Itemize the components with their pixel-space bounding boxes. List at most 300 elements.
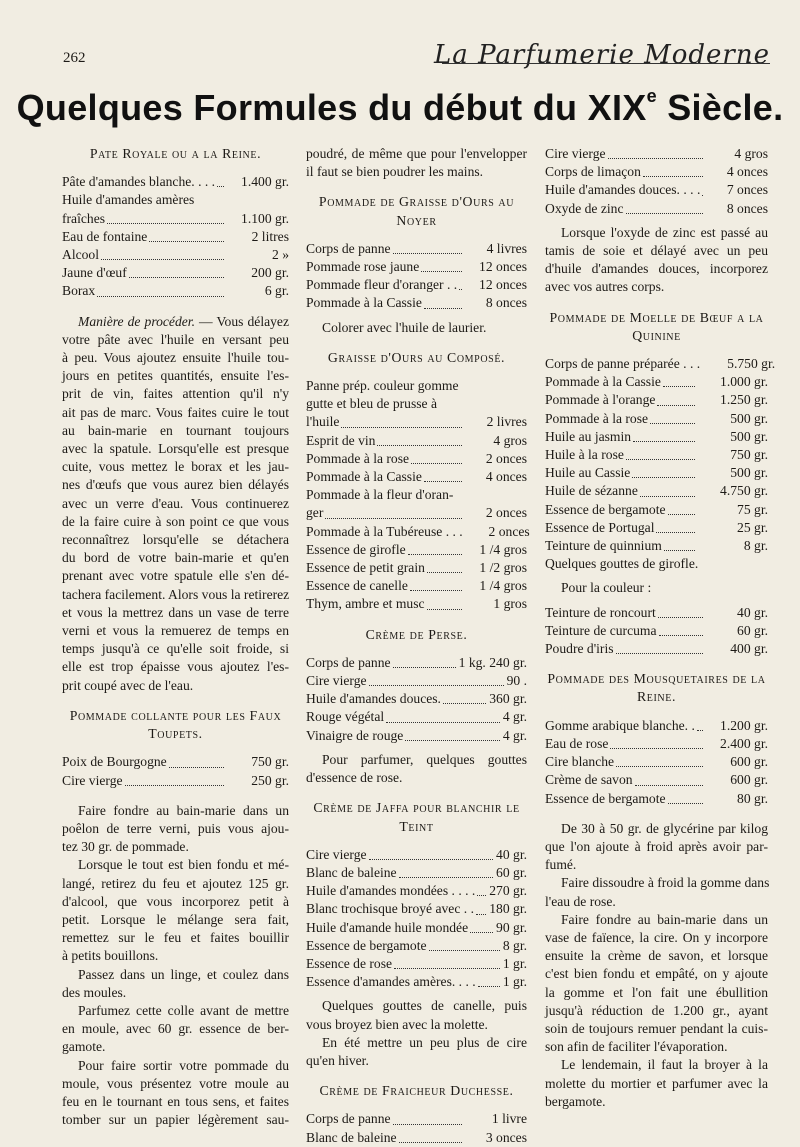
- ingredient-lead: [306, 377, 527, 413]
- ingredient-name: Huile d'amandes amères: [62, 192, 195, 208]
- ingredient-quantity: 4 gr.: [502, 709, 527, 725]
- ingredient-row: [306, 973, 527, 991]
- ingredient-name: Alcool: [62, 247, 99, 263]
- ingredient-name: Vinaigre de rouge: [306, 727, 404, 743]
- ingredient-name: Huile d'amandes mondées . . . .: [306, 883, 476, 899]
- ingredient-row: [306, 1129, 527, 1147]
- ingredient-row: [545, 181, 768, 199]
- dot-leader: [217, 185, 224, 187]
- ingredient-name: Essence de bergamote: [306, 937, 427, 953]
- ingredient-row: [306, 450, 527, 468]
- ingredient-name: Teinture de curcuma: [545, 622, 657, 638]
- ingredient-row: [306, 595, 527, 613]
- ingredient-row: [306, 559, 527, 577]
- text-line: fumé.: [545, 857, 577, 873]
- ingredient-name: Pommade rose jaune: [306, 259, 420, 275]
- text-line: soin de toujours remuer pendant la cuis-: [545, 1020, 768, 1036]
- dot-leader: [459, 288, 462, 290]
- section-title: Crème de Jaffa pour blanchir le Teint: [313, 800, 520, 834]
- text-line: prit coupé avec de l'eau.: [62, 677, 194, 693]
- ingredient-quantity: 750 gr.: [730, 447, 768, 463]
- ingredient-list: [306, 240, 527, 313]
- text-line: Pour parfumer, quelques gouttes: [322, 751, 527, 767]
- ingredient-name: Eau de fontaine: [62, 228, 148, 244]
- ingredient-row: [62, 753, 289, 771]
- ingredient-row: [545, 604, 768, 622]
- ingredient-quantity: 25 gr.: [737, 519, 768, 535]
- text-line: avec vos autres corps.: [545, 279, 665, 295]
- text-line: moule, vous présentez votre moule au: [62, 1075, 289, 1091]
- text-line: molette du mortier et parfumer avec la: [545, 1075, 768, 1091]
- dot-leader: [443, 702, 486, 704]
- dot-leader: [410, 589, 462, 591]
- ingredient-quantity: 270 gr.: [489, 883, 527, 899]
- ingredient-row: [62, 282, 289, 300]
- dot-leader: [616, 652, 703, 654]
- text-line: [62, 313, 289, 331]
- ingredient-row: [62, 191, 289, 209]
- text-line: langé, retirez du feu et ajoutez 125 gr.: [62, 875, 289, 891]
- dot-leader: [610, 747, 703, 749]
- ingredient-row: [62, 772, 289, 790]
- ingredient-quantity: 8 onces: [485, 295, 527, 311]
- text-line: prit de vin, faites attention qu'il n'y: [62, 386, 289, 402]
- ingredient-quantity: 40 gr.: [737, 604, 768, 620]
- ingredient-quantity: 2 onces: [488, 523, 530, 539]
- ingredient-name: Thym, ambre et musc: [306, 596, 425, 612]
- ingredient-quantity: 1.100 gr.: [241, 210, 289, 226]
- ingredient-row: [306, 276, 527, 294]
- text-line: cuite, vous mettez le borax et les jau-: [62, 459, 289, 475]
- text-line: vase de faïence, la cire. On y incorpore: [545, 929, 768, 945]
- ingredient-quantity: 180 gr.: [489, 901, 527, 917]
- ingredient-quantity: 12 onces: [479, 259, 527, 275]
- dot-leader: [478, 985, 500, 987]
- text-line: jours en petites quantités, ensuite l'es-: [62, 368, 289, 384]
- ingredient-quantity: 400 gr.: [730, 641, 768, 657]
- text-line: d'alcool, que vous incorporez petit à: [62, 893, 289, 909]
- ingredient-quantity: 500 gr.: [730, 410, 768, 426]
- ingredient-row: [306, 468, 527, 486]
- dot-leader: [633, 440, 695, 442]
- ingredient-name: Huile d'amande huile mondée: [306, 919, 469, 935]
- text-line: de la faire cuire à son point ce que vous: [62, 513, 289, 529]
- dot-leader: [663, 385, 695, 387]
- dot-leader: [626, 212, 703, 214]
- note-text: [306, 751, 527, 787]
- dot-leader: [664, 549, 695, 551]
- section-title: Pommade collante pour les Faux: [69, 707, 282, 723]
- ingredient-quantity: 4 onces: [485, 469, 527, 485]
- ingredient-row: [545, 482, 768, 500]
- ingredient-name: Pommade à la Cassie: [545, 374, 661, 390]
- ingredient-name: Teinture de roncourt: [545, 604, 656, 620]
- procedure-lead: Manière de procéder.: [78, 313, 195, 329]
- title-main: Quelques Formules du début du XIX: [16, 87, 647, 128]
- text-line: Faire dissoudre à froid la gomme dans: [561, 875, 770, 891]
- ingredient-row: [545, 753, 768, 771]
- ingredient-quantity: 2 onces: [485, 450, 527, 466]
- column-1: [62, 145, 289, 1129]
- ingredient-name: Gomme arabique blanche. .: [545, 717, 695, 733]
- section-title: Pate Royale ou a la Reine.: [89, 146, 262, 161]
- text-line: au bain-marie en tournant toujours: [62, 422, 289, 438]
- ingredient-row: [306, 937, 527, 955]
- ingredient-quantity: 1.250 gr.: [720, 392, 768, 408]
- text-line: d'essence de rose.: [306, 770, 403, 786]
- text-line: verni et vous la remuerez de temps en: [62, 623, 289, 639]
- ingredient-list: [545, 604, 768, 659]
- ingredient-name: Pommade fleur d'oranger . .: [306, 277, 458, 293]
- text-line: gamote.: [62, 1039, 106, 1055]
- dot-leader: [632, 476, 695, 478]
- text-line: Panne prép. couleur gomme: [306, 378, 459, 394]
- text-line: du bord de votre bain-marie et qu'en: [62, 550, 289, 566]
- dot-leader: [369, 858, 494, 860]
- text-line: et vous la mettrez dans un vase de terre: [62, 604, 289, 620]
- text-line: c'est bien fondu et empâté, on y ajoute: [545, 966, 768, 982]
- ingredient-quantity: 2.400 gr.: [720, 735, 768, 751]
- dot-leader: [341, 426, 462, 428]
- ingredient-quantity: 1.400 gr.: [241, 174, 289, 190]
- ingredient-row: [545, 200, 768, 218]
- ingredient-quantity: 80 gr.: [737, 790, 768, 806]
- ingredient-row: [306, 846, 527, 864]
- ingredient-row: [62, 210, 289, 228]
- dot-leader: [427, 608, 462, 610]
- ingredient-row: [545, 771, 768, 789]
- ingredient-name: Cire vierge: [545, 146, 606, 161]
- ingredient-name: Corps de panne: [306, 240, 391, 256]
- text-line: en moule, avec 60 gr. essence de ber-: [62, 1021, 289, 1037]
- ingredient-name: Pommade à la fleur d'oran-: [306, 487, 454, 503]
- ingredient-name: Poix de Bourgogne: [62, 754, 167, 770]
- instructions-paragraph: [62, 802, 289, 1130]
- text-line: poudré, de même que pour l'envelopper: [306, 146, 527, 161]
- ingredient-name: fraîches: [62, 210, 106, 226]
- dot-leader: [169, 766, 224, 768]
- ingredient-row: [545, 622, 768, 640]
- ingredient-row: [306, 708, 527, 726]
- text-line: que l'on ajoute à froid après avoir par-: [545, 838, 768, 854]
- ingredient-name: Huile de sézanne: [545, 483, 638, 499]
- dot-leader: [107, 222, 224, 224]
- dot-leader: [393, 666, 456, 668]
- ingredient-quantity: 2 onces: [485, 505, 527, 521]
- text-line: Lorsque le tout est bien fondu et mé-: [78, 857, 289, 873]
- text-line: avec la spatule. Lorsqu'elle est presque: [62, 441, 289, 457]
- ingredient-name: Huile à la rose: [545, 447, 624, 463]
- ingredient-name: Essence de Portugal: [545, 519, 655, 535]
- ingredient-row: [545, 464, 768, 482]
- ingredient-row: [306, 486, 527, 504]
- text-line: tez 30 gr. de pommade.: [62, 839, 189, 855]
- ingredient-row: [545, 145, 768, 163]
- ingredient-quantity: 8 gr.: [502, 937, 527, 953]
- text-line: bergamote.: [545, 1093, 606, 1109]
- dot-leader: [393, 1123, 462, 1125]
- dot-leader: [656, 531, 695, 533]
- text-line: vous broyez bien avec la molette.: [306, 1016, 488, 1032]
- ingredient-quantity: 500 gr.: [730, 465, 768, 481]
- ingredient-row: [306, 955, 527, 973]
- ingredient-name: Corps de panne: [306, 1111, 391, 1127]
- dot-leader: [668, 802, 703, 804]
- text-line: temps jusqu'à ce qu'elle soit froide, si: [62, 641, 289, 657]
- text-line: la gomme et l'on fait une ébullition: [545, 984, 768, 1000]
- ingredient-quantity: 250 gr.: [251, 772, 289, 788]
- section-title-cont: Quinine: [632, 327, 681, 343]
- ingredient-row: [306, 240, 527, 258]
- ingredient-quantity: 500 gr.: [730, 428, 768, 444]
- dot-leader: [702, 194, 703, 196]
- text-line: prenant avec votre spatule elle s'en dé-: [62, 568, 289, 584]
- dot-leader: [325, 517, 462, 519]
- dot-leader: [394, 967, 500, 969]
- dot-leader: [697, 729, 703, 731]
- ingredient-name: Poudre d'iris: [545, 641, 614, 657]
- ingredient-row: [306, 432, 527, 450]
- ingredient-quantity: 1 /2 gros: [479, 560, 527, 576]
- ingredient-name: Essence de canelle: [306, 578, 408, 594]
- ingredient-row: [306, 541, 527, 559]
- ingredient-quantity: 1.000 gr.: [720, 374, 768, 390]
- ingredient-name: Pâte d'amandes blanche. . . .: [62, 174, 216, 190]
- ingredient-quantity: 12 onces: [479, 277, 527, 293]
- section-title: Pommade des Mousquetaires de la: [547, 671, 766, 687]
- ingredient-list: [306, 413, 530, 613]
- ingredient-name: l'huile: [306, 414, 340, 430]
- ingredient-row: [306, 258, 527, 276]
- ingredient-name: Eau de rose: [545, 735, 609, 751]
- section-title: Pommade de Moelle de Bœuf a la: [549, 309, 764, 325]
- ingredient-name: Cire vierge: [306, 673, 367, 689]
- text-line: Pour faire sortir votre pommade du: [78, 1057, 289, 1073]
- dot-leader: [386, 721, 500, 723]
- dot-leader: [408, 553, 462, 555]
- ingredient-name: Essence de rose: [306, 955, 393, 971]
- dot-leader: [424, 480, 462, 482]
- ingredient-row: [306, 523, 530, 541]
- running-head: La Parfumerie Moderne: [434, 40, 770, 70]
- ingredient-row: [545, 410, 768, 428]
- ingredient-name: Pommade à la rose: [306, 450, 410, 466]
- ingredient-quantity: 4.750 gr.: [720, 483, 768, 499]
- column-2: [306, 145, 530, 1147]
- ingredient-name: Essence de petit grain: [306, 560, 425, 576]
- ingredient-row: [306, 294, 527, 312]
- ingredient-row: [306, 1110, 527, 1128]
- ingredient-name: Essence d'amandes amères. . . .: [306, 974, 476, 990]
- text-line: tomber sur un papier légèrement sau-: [62, 1112, 289, 1128]
- text-line: tamis de soie et délayé avec un peu: [545, 243, 768, 259]
- ingredient-name: Blanc de baleine: [306, 1129, 397, 1145]
- ingredient-quantity: 750 gr.: [251, 754, 289, 770]
- ingredient-row: [306, 672, 527, 690]
- ingredient-row: [306, 577, 527, 595]
- ingredient-quantity: 1 gr.: [502, 974, 527, 990]
- text-line: avec un verre d'eau. Vous continuerez: [62, 495, 289, 511]
- section-title: Crème de Perse.: [365, 626, 468, 642]
- ingredient-name: Teinture de quinnium: [545, 538, 662, 554]
- text-line: En été mettre un peu plus de cire: [322, 1034, 527, 1050]
- ingredient-row: [62, 228, 289, 246]
- text-line: remettez sur le feu et faites bouillir: [62, 930, 289, 946]
- ingredient-row: [545, 790, 768, 808]
- text-line: ait pas de marc. Vous faites cuire le tout: [62, 404, 289, 420]
- text-line: son afin de faciliter l'évaporation.: [545, 1039, 728, 1055]
- text-line: jusqu'à réduction de 1.200 gr., ayant: [545, 1002, 768, 1018]
- dot-leader: [470, 931, 493, 933]
- ingredient-row: [306, 504, 527, 522]
- section-title-cont: Toupets.: [148, 726, 203, 742]
- ingredient-list: [62, 173, 289, 300]
- ingredient-quantity: 7 onces: [726, 182, 768, 198]
- text-line: poêlon de terre verni, puis vous ajou-: [62, 820, 289, 836]
- text-line: d'huile d'amandes douces, incorporez: [545, 261, 768, 277]
- ingredient-name: Pommade à l'orange: [545, 392, 656, 408]
- continued-text: [306, 145, 527, 181]
- ingredient-name: Essence de bergamote: [545, 790, 666, 806]
- dot-leader: [421, 270, 462, 272]
- ingredient-name: Crème de savon: [545, 772, 633, 788]
- dot-leader: [477, 894, 486, 896]
- text-line: Faire fondre au bain-marie dans un: [561, 911, 768, 927]
- ingredient-quantity: 1 livre: [491, 1111, 527, 1127]
- ingredient-name: Oxyde de zinc: [545, 200, 624, 216]
- section-title-cont: Reine.: [636, 689, 677, 705]
- text-line: Quelques gouttes de canelle, puis: [322, 998, 527, 1014]
- ingredient-quantity: 2 livres: [486, 414, 527, 430]
- ingredient-name: Blanc de baleine: [306, 864, 397, 880]
- ingredient-row: [545, 717, 768, 735]
- dot-leader: [149, 240, 224, 242]
- ingredient-list: [306, 1110, 527, 1146]
- dot-leader: [399, 1141, 462, 1143]
- ingredient-name: Corps de panne: [306, 654, 391, 670]
- dot-leader: [129, 276, 224, 278]
- section-title: Crème de Fraicheur Duchesse.: [319, 1083, 514, 1099]
- ingredient-quantity: 600 gr.: [730, 772, 768, 788]
- ingredient-quantity: 1 gr.: [502, 955, 527, 971]
- text-line: feu en le tournant en tous sens, et faites: [62, 1093, 289, 1109]
- ingredient-row: [306, 413, 527, 431]
- ingredient-name: Blanc trochisque broyé avec . .: [306, 901, 474, 917]
- ingredient-quantity: 3 onces: [485, 1129, 527, 1145]
- text-line: Passez dans un linge, et coulez dans: [78, 966, 289, 982]
- dot-leader: [657, 404, 695, 406]
- ingredient-row: [306, 882, 527, 900]
- ingredient-row: [306, 919, 527, 937]
- dot-leader: [405, 739, 500, 741]
- dot-leader: [97, 295, 224, 297]
- ingredient-quantity: 4 livres: [486, 240, 527, 256]
- ingredient-quantity: 5.750 gr.: [727, 356, 776, 372]
- section-title: Pommade de Graisse d'Ours au Noyer: [318, 194, 515, 228]
- dot-leader: [101, 258, 224, 260]
- dot-leader: [369, 684, 504, 686]
- text-line: petit. Lorsque le mélange sera fait,: [62, 911, 289, 927]
- dot-leader: [399, 876, 493, 878]
- text-line: Le lendemain, il faut la broyer à la: [561, 1057, 768, 1073]
- ingredient-row: [306, 727, 527, 745]
- ingredient-quantity: 8 onces: [726, 200, 768, 216]
- ingredient-quantity: 1 /4 gros: [479, 541, 527, 557]
- text-line: il faut se bien poudrer les mains.: [306, 164, 484, 180]
- dot-leader: [608, 157, 703, 159]
- ingredient-quantity: 90 gr.: [496, 919, 527, 935]
- ingredient-name: Borax: [62, 283, 96, 299]
- ingredient-name: ger: [306, 505, 324, 521]
- text-line: nes d'œufs que vous aurez bien délayés: [62, 477, 289, 493]
- ingredient-list: [62, 753, 289, 789]
- dot-leader: [427, 571, 462, 573]
- ingredient-quantity: 90 .: [506, 673, 527, 689]
- text-line: tachera facilement. Alors vous la retirerez: [62, 586, 290, 602]
- text-line: reconnaîtrez lorsqu'elle se détachera: [62, 532, 289, 548]
- note-text: [306, 997, 527, 1070]
- ingredient-row: [62, 246, 289, 264]
- text-line: l'eau de rose.: [545, 893, 616, 909]
- dot-leader: [640, 495, 695, 497]
- title-end: Siècle.: [656, 87, 784, 128]
- ingredient-list: [545, 145, 768, 218]
- text-line: votre pâte avec l'huile en versant peu: [62, 331, 289, 347]
- dot-leader: [411, 462, 462, 464]
- ingredient-quantity: 8 gr.: [743, 538, 768, 554]
- ingredient-name: Cire vierge: [62, 772, 123, 788]
- text-line: elle est trop épaisse vous ajoutez l'es-: [62, 659, 289, 675]
- ingredient-row: [306, 690, 527, 708]
- ingredient-name: Huile au Cassie: [545, 465, 631, 481]
- text-line: Parfumez cette colle avant de mettre: [78, 1002, 289, 1018]
- ingredient-row: [545, 640, 768, 658]
- ingredient-name: Essence de bergamote: [545, 501, 666, 517]
- ingredient-quantity: 60 gr.: [737, 622, 768, 638]
- ingredient-quantity: 200 gr.: [251, 265, 289, 281]
- ingredient-row: [545, 446, 768, 464]
- ingredient-row: [545, 519, 768, 537]
- text-line: à petits bouillons.: [62, 948, 159, 964]
- ingredient-list: [306, 846, 527, 992]
- ingredient-row: [545, 735, 768, 753]
- ingredient-name: Essence de girofle: [306, 541, 406, 557]
- dot-leader: [650, 422, 695, 424]
- ingredient-quantity: 75 gr.: [737, 501, 768, 517]
- instructions-paragraph: [545, 820, 768, 1111]
- ingredient-name: Corps de limaçon: [545, 164, 641, 180]
- ingredient-row: [306, 900, 527, 918]
- ingredient-row: [545, 373, 768, 391]
- ingredient-name: Jaune d'œuf: [62, 265, 127, 281]
- note-text: [545, 224, 768, 297]
- ingredient-quantity: 4 gros: [493, 432, 527, 448]
- dot-leader: [635, 784, 703, 786]
- ingredient-row: [306, 864, 527, 882]
- ingredient-name: Pommade à la Cassie: [306, 469, 422, 485]
- text-line: Lorsque l'oxyde de zinc est passé au: [561, 224, 768, 240]
- dot-leader: [476, 913, 486, 915]
- ingredient-quantity: 4 gr.: [502, 727, 527, 743]
- ingredient-name: Huile au jasmin: [545, 428, 632, 444]
- section-title: Graisse d'Ours au Composé.: [327, 349, 506, 365]
- ingredient-row: [545, 501, 768, 519]
- text-line: des moules.: [62, 984, 127, 1000]
- dot-leader: [668, 513, 695, 515]
- text-line: ensuite la crème de savon, et lorsque: [545, 948, 768, 964]
- column-3: [545, 145, 776, 1111]
- note-text: Quelques gouttes de girofle.: [545, 556, 699, 572]
